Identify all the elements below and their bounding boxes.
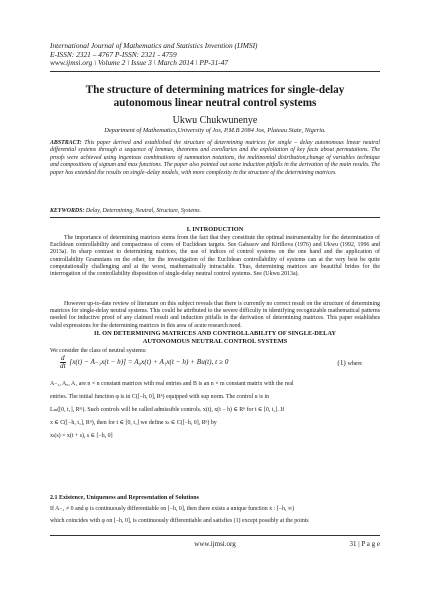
equation-number-label: (1)	[337, 359, 346, 367]
intro-paragraph-2	[50, 301, 380, 330]
keywords	[50, 208, 380, 215]
math-line-2: entries. The initial function φ is in C([−h, 0], Rⁿ) equipped with sup norm. The control u is in	[50, 394, 270, 400]
paper-title	[50, 84, 380, 110]
subsection-line-2: which coincides with φ on [−h, 0], is continuously differentiable and satisfies (1) except possibly at the points	[50, 518, 309, 524]
equation-number	[337, 359, 362, 367]
title-line-2: autonomous linear neutral control systems	[113, 97, 317, 109]
keywords-text: Delay, Determining, Neutral, Structure, Systems.	[85, 208, 201, 214]
intro-paragraph-2-text: However up-to-date review of literature on this subject reveals that there is currently no correct result on the structure of determining matrices for single-delay neutral systems. This could be attributed to the severe difficulty in identifying recognizable mathematical patterns needed for inductive proof of any claimed result and induction pitfalls in the derivation of determining matrices. This paper establishes valid expressions for the determining matrices in this area of acute research need.	[50, 301, 380, 329]
class-intro: We consider the class of neutral systems:	[50, 348, 147, 354]
intro-paragraph-1-text: The importance of determining matrices stems from the fact that they constitute the optimal instrumentality for the determination of Euclidean controllability and compactness of cores of Euclidean targets. See Gabasov and Kirillova (1976) and Ukwu (1992, 1996 and 2013a). In sharp contrast to determining matrices, the use of indices of control systems on the one hand and the application of controllability Gramnians on the other, for the investigation of the Euclidean controllability of systems can at the very best be quite computationally challenging and at the worst, mathematically intractable. Thus, determining matrices are beautiful brides for the interrogation of the controllability disposition of single-delay neutral control systems. See (Ukwu 2013a).	[50, 235, 380, 278]
abstract	[50, 140, 380, 177]
math-line-1: A₋₁, A₀, A₁ are n × n constant matrices with real entries and B is an n × m constant matrix with the real	[50, 381, 294, 387]
equation-where: where	[347, 361, 362, 367]
section-2-heading	[50, 330, 380, 345]
abstract-text: This paper derived and established the structure of determining matrices for single – delay autonomous linear neutral differential systems through a sequence of lemmas, theorems and corollaries and the exploitation of key facts about permutations. The proofs were achieved using ingenious combinations of summation notations, the multinomial distribution,change of variables technique and compositions of signum and max functions. The paper also pointed out some induction pitfalls in the derivation of the main results. The paper has extended the results on single–delay models, with more complexity in the structure of the determining matrices.	[50, 140, 381, 176]
equation-body: [x(t) − A₋₁x(t − h)] = A₀x(t) + A₁x(t − h) + Bu(t), t ≥ 0	[69, 358, 229, 367]
footer-website: www.ijmsi.org	[194, 540, 236, 548]
keywords-rule	[50, 217, 380, 218]
footer-rule	[50, 535, 380, 536]
author-name: Ukwu Chukwunenye	[172, 115, 258, 126]
journal-name: International Journal of Mathematics and Statistics Invention (IJMSI)	[50, 42, 258, 50]
derivative-fraction	[60, 355, 66, 370]
journal-issn: E-ISSN: 2321 – 4767 P-ISSN: 2321 - 4759	[50, 50, 177, 59]
journal-volume: www.ijmsi.org \ Volume 2 \ Issue 3 \ March 2014 \ PP-31-47	[50, 59, 229, 68]
math-line-3: Lₘ([0, t₁], Rᵐ). Such controls will be called admissible controls. x(t), x(t − h) ∈ Rⁿ for t ∈ [0, t₁]. If	[50, 407, 285, 413]
math-line-4: x ∈ C([−h, t₁], Rⁿ), then for t ∈ [0, t₁] we define xₜ ∈ C([−h, 0], Rⁿ) by	[50, 420, 217, 426]
equation-1	[60, 355, 380, 375]
fraction-numerator: d	[61, 354, 65, 362]
author-affiliation: Department of Mathematics,University of Jos, P.M.B 2084 Jos, Plateau State, Nigeria.	[104, 127, 326, 134]
subsection-line-1: If A₋₁ ≠ 0 and φ is continuously differentiable on [−h, 0], then there exists a unique function x : [−h, ∞)	[50, 506, 295, 512]
intro-paragraph-1	[50, 235, 380, 278]
fraction-denominator: dt	[60, 362, 66, 370]
header-rule	[50, 71, 380, 72]
abstract-label: ABSTRACT:	[50, 140, 82, 146]
journal-header	[50, 42, 380, 68]
section-2-heading-line-2: AUTONOMOUS NEUTRAL CONTROL SYSTEMS	[142, 337, 288, 345]
section-2-heading-line-1: II. ON DETERMINING MATRICES AND CONTROLLABILITY OF SINGLE-DELAY	[93, 330, 337, 337]
section-1-heading: I. INTRODUCTION	[186, 226, 244, 233]
title-line-1: The structure of determining matrices for single-delay	[85, 84, 345, 96]
keywords-label: KEYWORDS:	[50, 208, 85, 214]
math-line-5: xₜ(s) = x(t + s), s ∈ [−h, 0]	[50, 433, 113, 439]
subsection-heading: 2.1 Existence, Uniqueness and Representation of Solutions	[50, 495, 199, 501]
footer-page-number: 31 | P a g e	[349, 540, 380, 548]
